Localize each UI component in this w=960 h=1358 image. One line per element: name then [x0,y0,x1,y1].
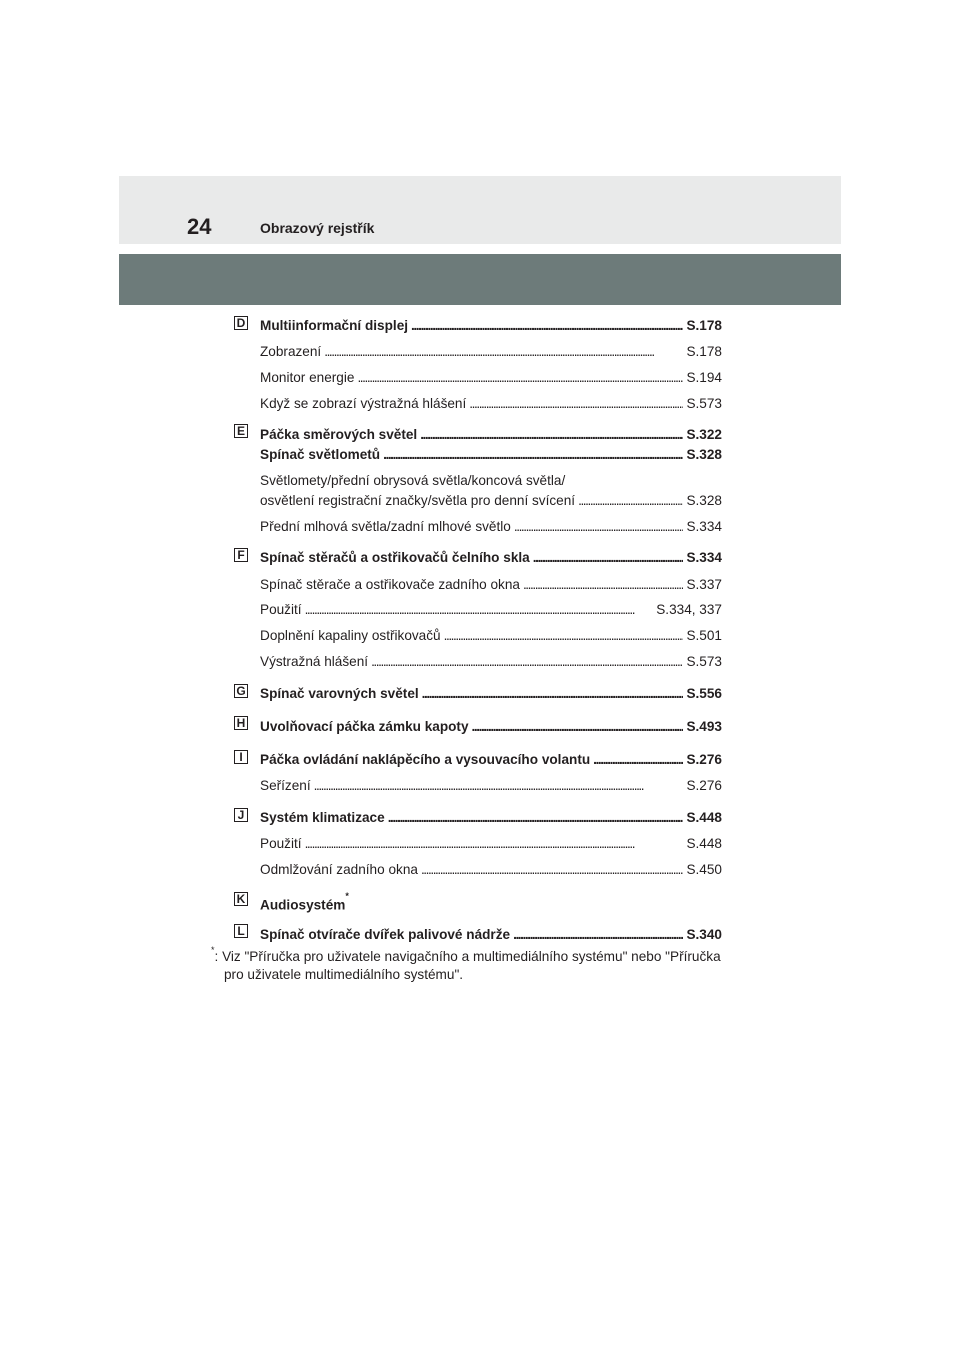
index-entry: Páčka směrových světel . . . S.322 [260,426,722,443]
index-entry: Výstražná hlášení . . . S.573 [260,653,722,670]
index-letter-i: I [234,750,248,764]
index-letter-l: L [234,924,248,938]
index-entry: Když se zobrazí výstražná hlášení . . . S.573 [260,395,722,412]
index-entry: Spínač varovných světel . . . S.556 [260,685,722,702]
index-entry: Spínač světlometů . . . S.328 [260,446,722,463]
footnote-line2: pro uživatele multimediálního systému". [224,967,464,982]
section-bar [119,254,841,305]
index-entry: Zobrazení . . . S.178 [260,343,722,360]
index-entry-line1: Světlomety/přední obrysová světla/koncová světla/ [260,473,566,488]
index-letter-d: D [234,316,248,330]
index-entry: Systém klimatizace . . . S.448 [260,809,722,826]
footnote-mark: * [345,891,349,901]
index-entry: osvětlení registrační značky/světla pro denní svícení . . . S.328 [260,492,722,509]
header-band [119,176,841,244]
index-letter-g: G [234,684,248,698]
index-entry: Spínač stěračů a ostřikovačů čelního skla . . . S.334 [260,549,722,566]
index-entry: Odmlžování zadního okna . . . S.450 [260,861,722,878]
index-entry: Monitor energie . . . S.194 [260,369,722,386]
index-entry: Multiinformační displej . . . S.178 [260,317,722,334]
index-entry: Spínač stěrače a ostřikovače zadního okna . . . S.337 [260,576,722,593]
section-title: Obrazový rejstřík [260,220,375,236]
index-entry: Použití . . . S.334, 337 [260,601,722,618]
page-number: 24 [187,214,212,239]
index-letter-k: K [234,892,248,906]
footnote-line1: : Viz "Příručka pro uživatele navigačního a multimediálního systému" nebo "Příručka [214,949,721,964]
index-entry: Audiosystém* [260,891,349,913]
index-letter-j: J [234,808,248,822]
index-entry: Spínač otvírače dvířek palivové nádrže . . . S.340 [260,926,722,943]
index-entry: Páčka ovládání naklápěcího a vysouvacího volantu . . . S.276 [260,751,722,768]
index-letter-f: F [234,548,248,562]
footnote [211,945,771,984]
index-entry: Použití . . . S.448 [260,835,722,852]
index-letter-e: E [234,424,248,438]
index-entry: Doplnění kapaliny ostřikovačů . . . S.501 [260,627,722,644]
index-entry: Seřízení . . . S.276 [260,777,722,794]
footnote-asterisk: * [211,945,215,956]
index-letter-h: H [234,716,248,730]
index-entry: Uvolňovací páčka zámku kapoty . . . S.493 [260,718,722,735]
index-entry: Přední mlhová světla/zadní mlhové světlo . . . S.334 [260,518,722,535]
